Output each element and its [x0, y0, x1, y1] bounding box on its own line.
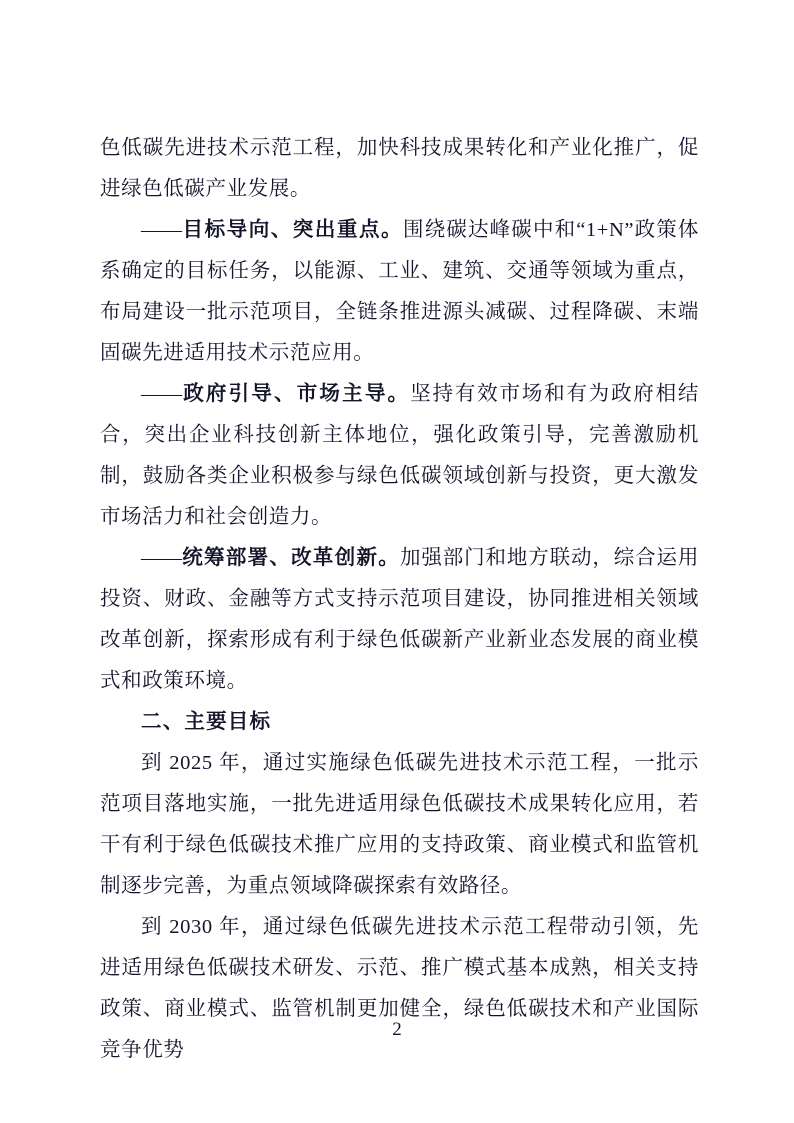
principle-lead-government-guided: 政府引导、市场主导。	[182, 383, 411, 405]
em-dash-prefix: ——	[141, 383, 182, 405]
principle-paragraph-goal-oriented	[100, 210, 699, 374]
principle-text-government-guided: 坚持有效市场和有为政府相结合，突出企业科技创新主体地位，强化政策引导，完善激励机制，鼓励各类企业积极参与绿色低碳领域创新与投资，更大激发市场活力和社会创造力。	[100, 383, 699, 528]
em-dash-prefix: ——	[141, 547, 182, 569]
page-number: 2	[392, 1019, 402, 1040]
objective-paragraph-2030: 到 2030 年，通过绿色低碳先进技术示范工程带动引领，先进适用绿色低碳技术研发、示范、推广模式基本成熟，相关支持政策、商业模式、监管机制更加健全，绿色低碳技术和产业国际竞争优势	[100, 916, 699, 1061]
principle-paragraph-coordinated-reform	[100, 538, 699, 702]
paragraph-continuation: 色低碳先进技术示范工程，加快科技成果转化和产业化推广，促进绿色低碳产业发展。	[100, 137, 699, 200]
principle-paragraph-government-guided	[100, 374, 699, 538]
em-dash-prefix: ——	[141, 219, 182, 241]
principle-text-coordinated-reform: 加强部门和地方联动，综合运用投资、财政、金融等方式支持示范项目建设，协同推进相关领域改革创新，探索形成有利于绿色低碳新产业新业态发展的商业模式和政策环境。	[100, 547, 700, 692]
document-body	[100, 128, 699, 1071]
principle-lead-coordinated-reform: 统筹部署、改革创新。	[182, 547, 401, 569]
principle-lead-goal-oriented: 目标导向、突出重点。	[182, 219, 404, 241]
objective-paragraph-2025: 到 2025 年，通过实施绿色低碳先进技术示范工程，一批示范项目落地实施，一批先进适用绿色低碳技术成果转化应用，若干有利于绿色低碳技术推广应用的支持政策、商业模式和监管机制逐步完善，为重点领域降碳探索有效路径。	[100, 752, 699, 897]
principle-text-goal-oriented: 围绕碳达峰碳中和“1+N”政策体系确定的目标任务，以能源、工业、建筑、交通等领域为重点，布局建设一批示范项目，全链条推进源头减碳、过程降碳、末端固碳先进适用技术示范应用。	[100, 219, 699, 364]
section-heading-main-objectives: 二、主要目标	[141, 711, 272, 733]
